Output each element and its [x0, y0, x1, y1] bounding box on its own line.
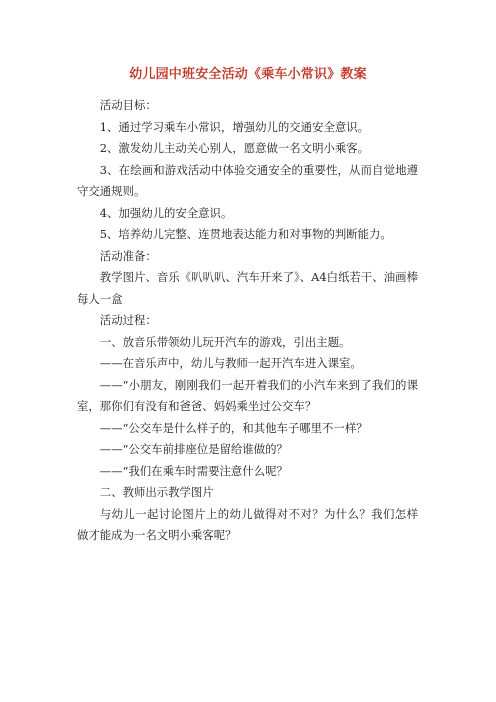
paragraph-step-1-detail-3: ——“公交车是什么样子的，和其他车子哪里不一样？	[99, 420, 368, 435]
paragraph-preparation-heading: 活动准备：	[99, 248, 157, 263]
paragraph-objective-1: 1、通过学习乘车小常识，增强幼儿的交通安全意识。	[99, 119, 370, 134]
paragraph-step-1-detail-4: ——“公交车前排座位是留给谁做的？	[99, 442, 288, 456]
paragraph-step-1-detail-5: ——“我们在乘车时需要注意什么呢？	[99, 463, 288, 478]
paragraph-objective-4: 4、加强幼儿的安全意识。	[99, 205, 233, 220]
paragraph-process-heading: 活动过程：	[99, 313, 157, 327]
paragraph-objective-2: 2、激发幼儿主动关心别人，愿意做一名文明小乘客。	[99, 141, 370, 155]
paragraph-step-2-detail: 与幼儿一起讨论图片上的幼儿做得对不对？为什么？我们怎样做才能成为一名文明小乘客呢？	[77, 506, 418, 542]
paragraph-step-2: 二、教师出示教学图片	[99, 485, 214, 499]
paragraph-objectives-heading: 活动目标：	[99, 98, 157, 112]
paragraph-step-1: 一、放音乐带领幼儿玩开汽车的游戏，引出主题。	[99, 334, 351, 349]
document-title: 幼儿园中班安全活动《乘车小常识》教案	[129, 67, 367, 82]
paragraph-preparation-materials: 教学图片、音乐《叭叭叭、汽车开来了》、A4白纸若干、油画棒每人一盒	[77, 270, 418, 306]
paragraph-step-1-detail-2: ——“小朋友，刚刚我们一起开着我们的小汽车来到了我们的课室，那你们有没有和爸爸、妈妈乘坐过公交车？	[77, 377, 418, 413]
paragraph-objective-5: 5、培养幼儿完整、连贯地表达能力和对事物的判断能力。	[99, 227, 392, 241]
paragraph-step-1-detail-1: ——在音乐声中，幼儿与教师一起开汽车进入课室。	[99, 356, 362, 370]
paragraph-objective-3: 3、在绘画和游戏活动中体验交通安全的重要性，从而自觉地遵守交通规则。	[77, 162, 418, 198]
document-body	[77, 95, 418, 547]
